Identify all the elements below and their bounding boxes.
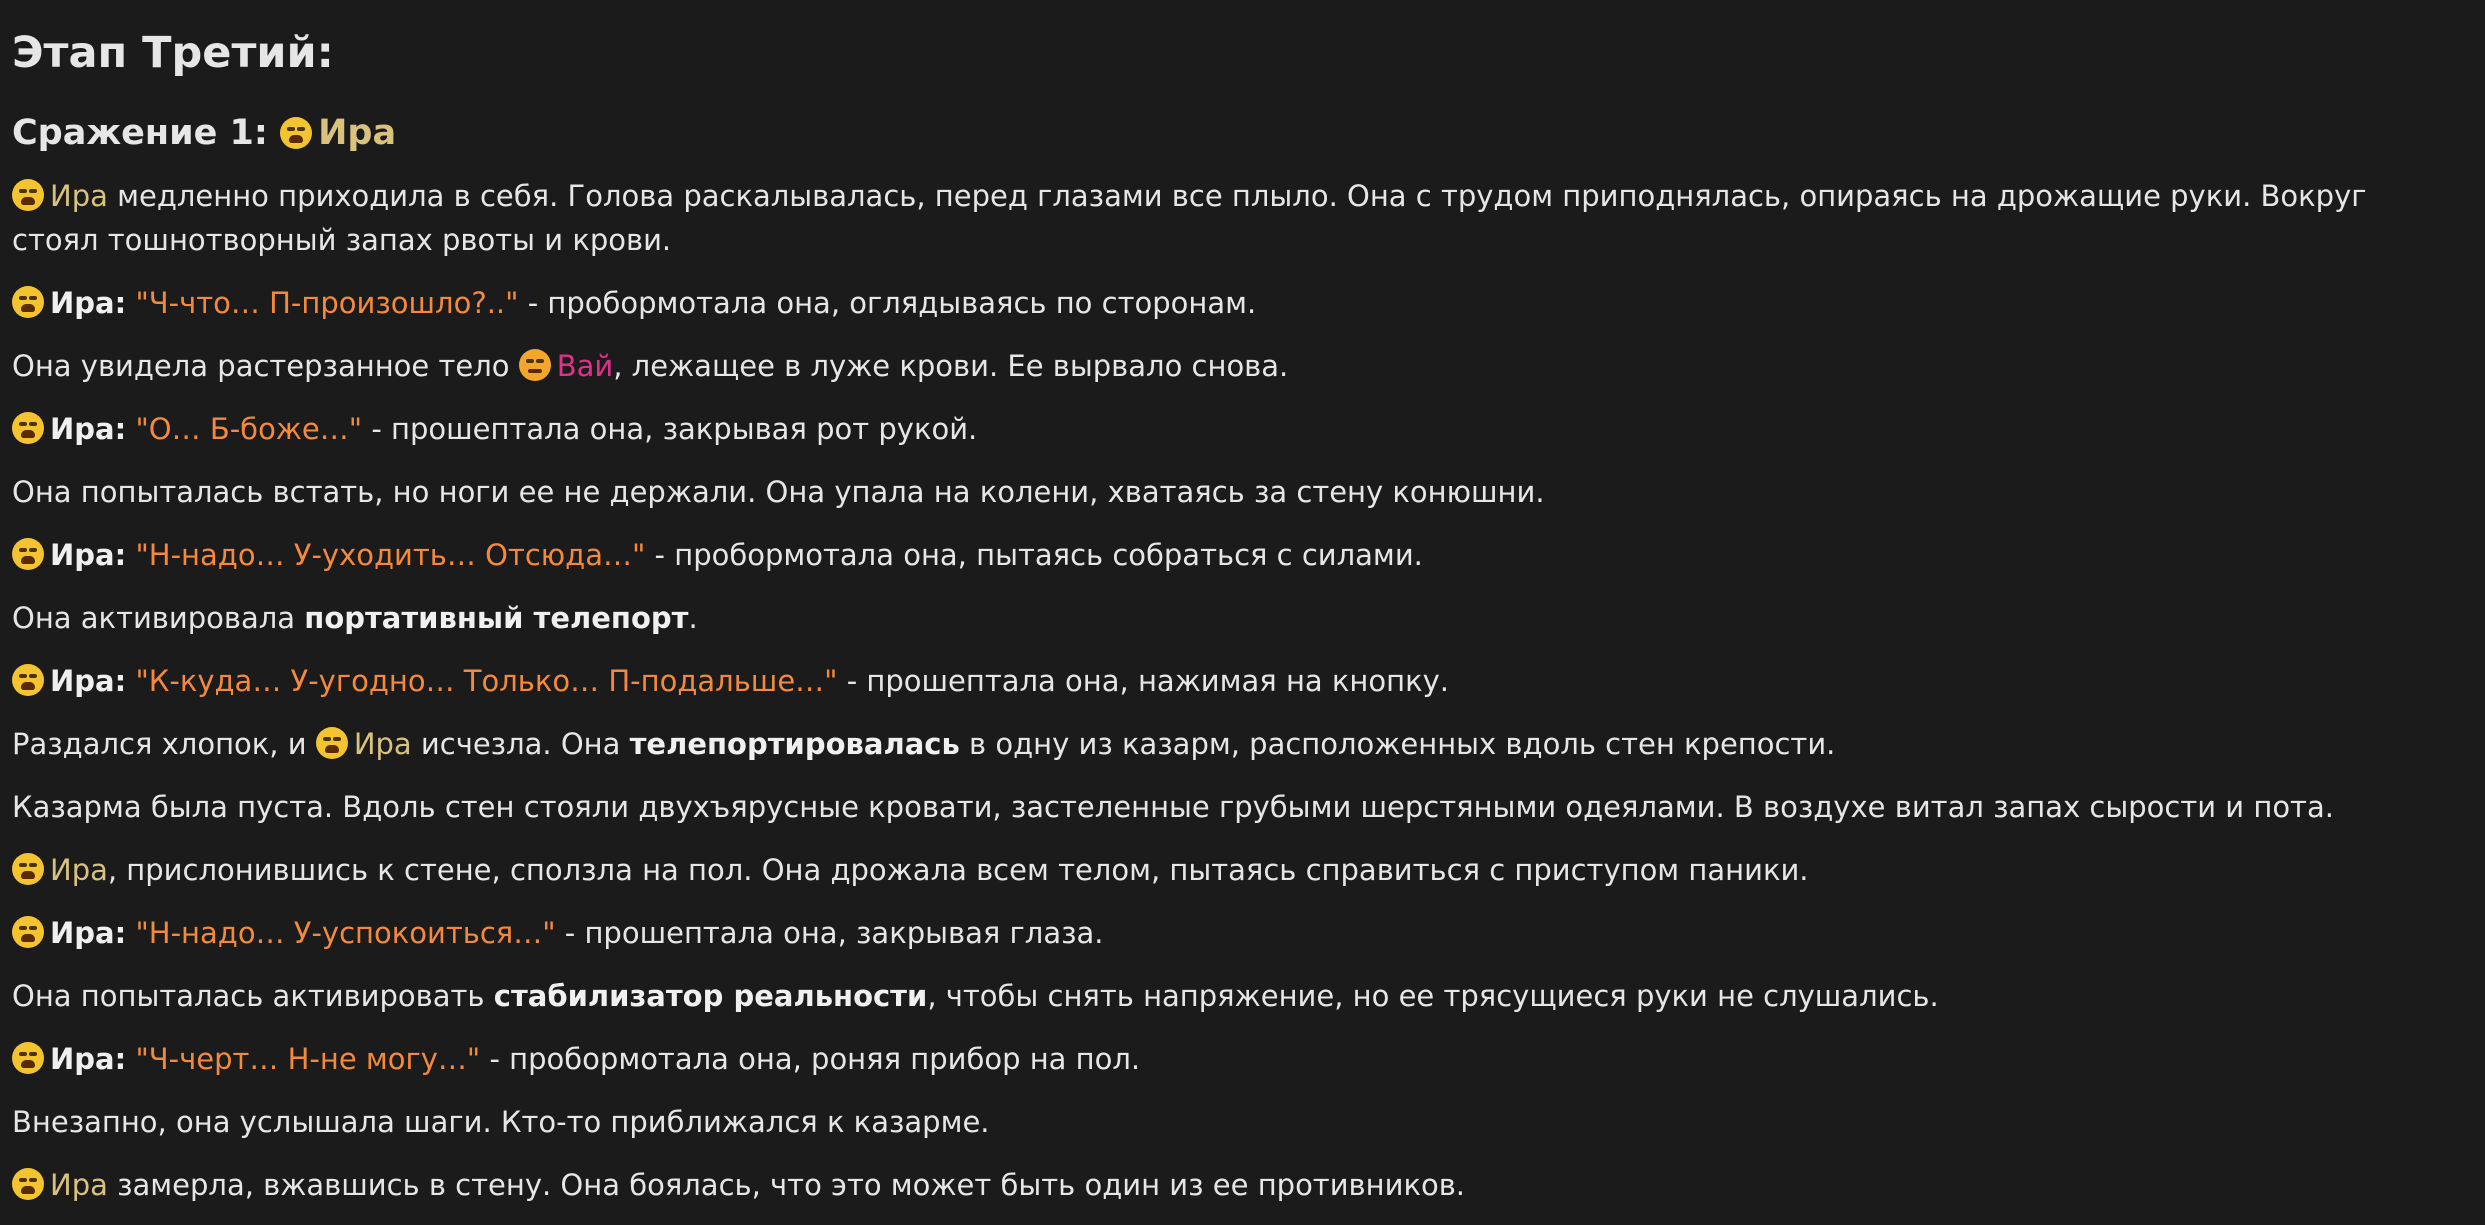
battle-heading (12, 108, 2473, 158)
weary-face-icon (12, 179, 44, 211)
paragraph-6 (12, 533, 2452, 577)
paragraph-text: . (688, 601, 698, 635)
paragraph-text: - прошептала она, нажимая на кнопку. (837, 664, 1449, 698)
character-name-ira: Ира (50, 853, 108, 887)
character-name-ira: Ира (353, 727, 412, 761)
speaker-ira: Ира (50, 1042, 115, 1076)
speaker-colon: : (114, 664, 127, 698)
page-title: Этап Третий: (12, 28, 334, 78)
speaker-ira: Ира (50, 286, 115, 320)
speaker-ira: Ира (50, 412, 115, 446)
paragraph-text: Казарма была пуста. Вдоль стен стояли двухъярусные кровати, застеленные грубыми шерстяными одеялами. В воздухе витал запах сырости и пота. (12, 790, 2334, 824)
weary-face-icon (12, 538, 44, 570)
paragraph-2 (12, 281, 2452, 325)
paragraph-9 (12, 722, 2452, 766)
speaker-colon: : (114, 412, 127, 446)
paragraph-text: - пробормотала она, оглядываясь по сторонам. (518, 286, 1257, 320)
dialogue-quote: "Ч-что… П-произошло?.." (135, 286, 519, 320)
paragraph-15 (12, 1100, 2452, 1144)
dialogue-quote: "Н-надо… У-успокоиться…" (135, 916, 556, 950)
paragraph-7 (12, 596, 2452, 640)
weary-face-icon (12, 286, 44, 318)
paragraph-16 (12, 1163, 2452, 1207)
dialogue-quote: "К-куда… У-угодно… Только… П-подальше…" (135, 664, 838, 698)
paragraph-14 (12, 1037, 2452, 1081)
weary-face-icon (12, 1168, 44, 1200)
speaker-colon: : (114, 1042, 127, 1076)
dialogue-quote: "Н-надо… У-уходить… Отсюда…" (135, 538, 646, 572)
character-name-ira: Ира (50, 1168, 108, 1202)
item-portable-teleport: портативный телепорт (304, 601, 689, 635)
weary-face-icon (12, 664, 44, 696)
paragraph-text: - пробормотала она, пытаясь собраться с силами. (645, 538, 1423, 572)
paragraph-text: Раздался хлопок, и (12, 727, 316, 761)
character-name-ira: Ира (50, 179, 108, 213)
speaker-ira: Ира (50, 538, 115, 572)
paragraph-text: медленно приходила в себя. Голова раскалывалась, перед глазами все плыло. Она с трудом приподнялась, опираясь на дрожащие руки. Вокруг стоял тошнотворный запах рвоты и крови. (12, 179, 2367, 257)
weary-face-icon (12, 412, 44, 444)
speaker-ira: Ира (50, 916, 115, 950)
action-teleported: телепортировалась (629, 727, 960, 761)
weary-face-icon (316, 727, 348, 759)
item-reality-stabilizer: стабилизатор реальности (493, 979, 928, 1013)
paragraph-11 (12, 848, 2452, 892)
paragraph-text: , лежащее в луже крови. Ее вырвало снова. (613, 349, 1289, 383)
paragraph-12 (12, 911, 2452, 955)
paragraph-10 (12, 785, 2452, 829)
dialogue-quote: "Ч-черт… Н-не могу…" (135, 1042, 481, 1076)
paragraph-text: Она попыталась встать, но ноги ее не держали. Она упала на колени, хватаясь за стену конюшни. (12, 475, 1545, 509)
paragraph-text: Она увидела растерзанное тело (12, 349, 519, 383)
weary-face-icon (12, 1042, 44, 1074)
character-name-vai: Вай (556, 349, 614, 383)
weary-face-icon (12, 916, 44, 948)
paragraph-text: , чтобы снять напряжение, но ее трясущиеся руки не слушались. (927, 979, 1939, 1013)
speaker-colon: : (114, 286, 127, 320)
speaker-ira: Ира (50, 664, 115, 698)
weary-face-icon (12, 853, 44, 885)
paragraph-text: замерла, вжавшись в стену. Она боялась, что это может быть один из ее противников. (107, 1168, 1466, 1202)
paragraph-3 (12, 344, 2452, 388)
paragraph-text: в одну из казарм, расположенных вдоль стен крепости. (959, 727, 1836, 761)
paragraph-5 (12, 470, 2452, 514)
paragraph-text: - прошептала она, закрывая глаза. (555, 916, 1104, 950)
battle-character-name: Ира (318, 113, 397, 153)
dialogue-quote: "О… Б-боже…" (135, 412, 363, 446)
paragraph-text: Она активировала (12, 601, 305, 635)
paragraph-text: - пробормотала она, роняя прибор на пол. (480, 1042, 1141, 1076)
paragraph-text: исчезла. Она (411, 727, 630, 761)
paragraph-8 (12, 659, 2452, 703)
speaker-colon: : (114, 916, 127, 950)
angry-face-icon (519, 349, 551, 381)
paragraph-text: Внезапно, она услышала шаги. Кто-то приближался к казарме. (12, 1105, 990, 1139)
paragraph-4 (12, 407, 2452, 451)
paragraph-1 (12, 174, 2452, 262)
paragraph-text: , прислонившись к стене, сползла на пол. Она дрожала всем телом, пытаясь справиться с приступом паники. (107, 853, 1809, 887)
battle-label: Сражение 1: (12, 113, 268, 153)
paragraph-text: Она попыталась активировать (12, 979, 494, 1013)
paragraph-13 (12, 974, 2452, 1018)
weary-face-icon (280, 117, 312, 149)
speaker-colon: : (114, 538, 127, 572)
paragraph-text: - прошептала она, закрывая рот рукой. (362, 412, 978, 446)
